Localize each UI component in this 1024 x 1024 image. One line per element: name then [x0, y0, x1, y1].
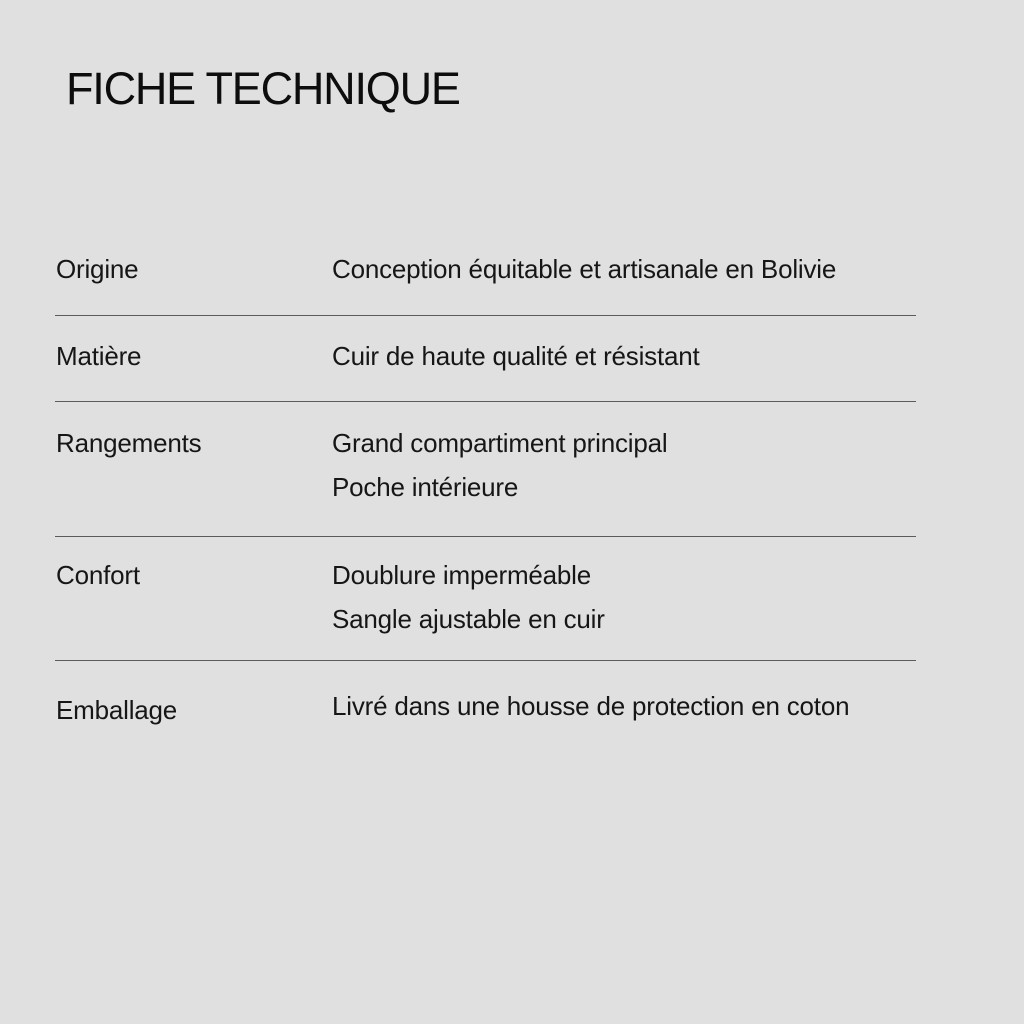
- spec-value: Grand compartiment principal: [332, 428, 668, 458]
- spec-label: Rangements: [56, 428, 202, 458]
- divider: [55, 536, 916, 537]
- spec-values: [332, 340, 700, 384]
- page-title: FICHE TECHNIQUE: [66, 63, 460, 114]
- spec-value: Cuir de haute qualité et résistant: [332, 341, 700, 371]
- spec-value: Sangle ajustable en cuir: [332, 604, 605, 634]
- divider: [55, 315, 916, 316]
- spec-value: Doublure imperméable: [332, 560, 592, 590]
- spec-label: Matière: [56, 341, 142, 371]
- spec-label: Origine: [56, 254, 139, 284]
- spec-table: [55, 0, 916, 1024]
- spec-label: Emballage: [56, 695, 178, 725]
- spec-value: Poche intérieure: [332, 472, 519, 502]
- spec-label: Confort: [56, 560, 140, 590]
- spec-values: [332, 690, 849, 734]
- divider: [55, 660, 916, 661]
- spec-values: [332, 427, 667, 515]
- spec-value: Livré dans une housse de protection en coton: [332, 691, 850, 721]
- divider: [55, 401, 916, 402]
- spec-value: Conception équitable et artisanale en Bolivie: [332, 254, 837, 284]
- spec-values: [332, 253, 836, 297]
- spec-values: [332, 559, 605, 647]
